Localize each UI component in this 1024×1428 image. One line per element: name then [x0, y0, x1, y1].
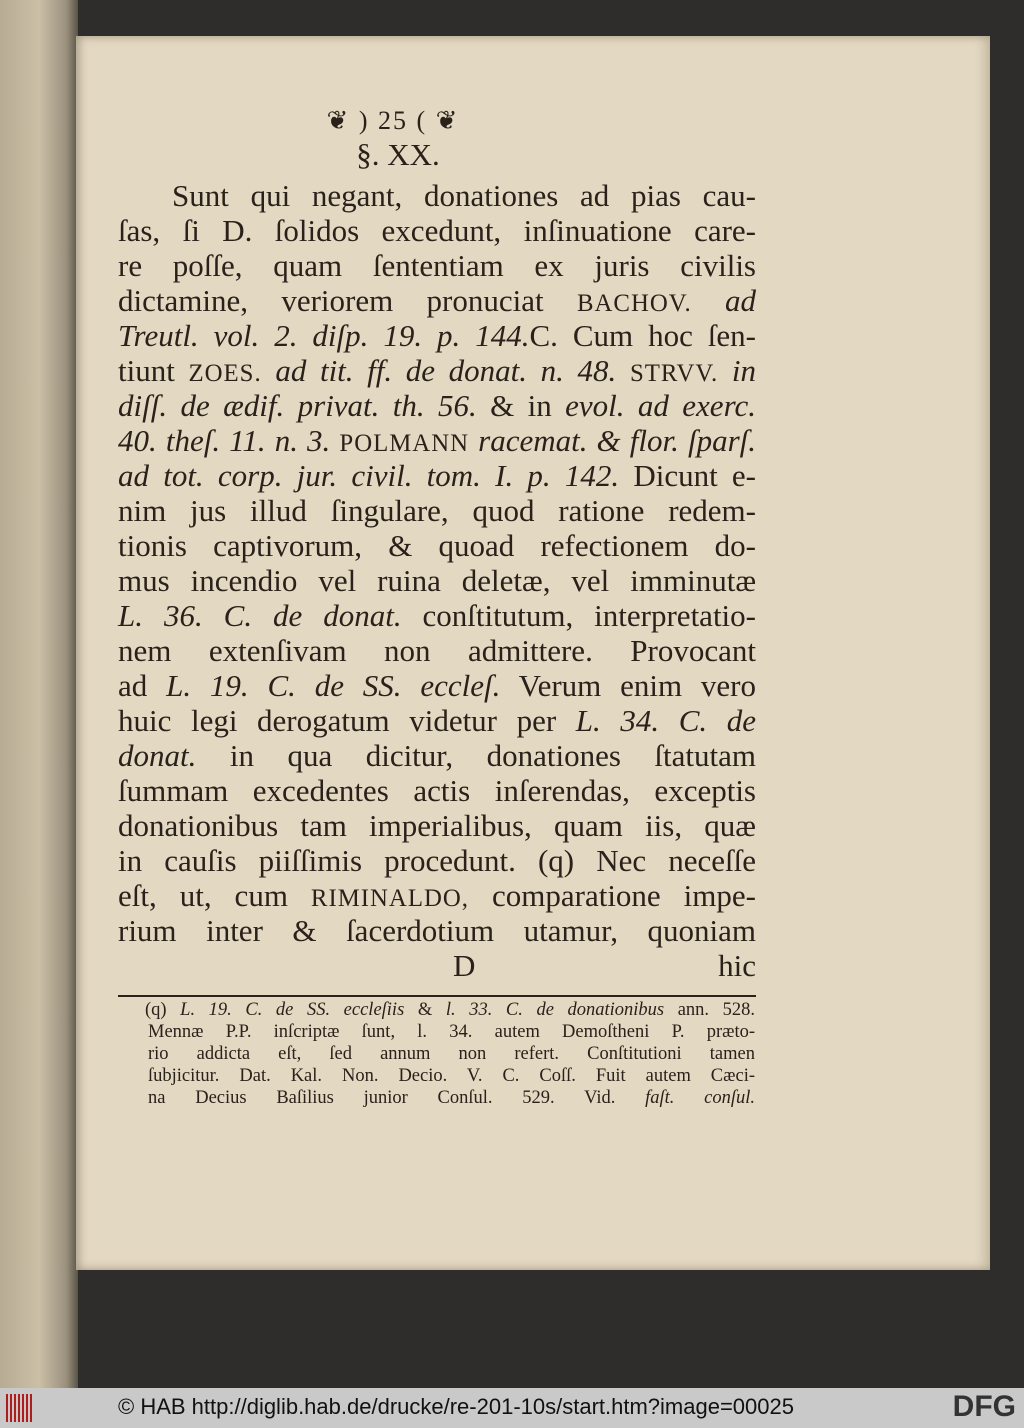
- text-segment: Mennæ P.P. inſcriptæ ſunt, l. 34. autem Demoſtheni P. præto-: [148, 1022, 755, 1042]
- body-line: [118, 283, 756, 318]
- text-segment: ann. 528.: [664, 1000, 756, 1020]
- body-line: [118, 563, 756, 598]
- text-segment: RIMINALDO,: [310, 885, 470, 912]
- text-segment: ad: [725, 283, 757, 318]
- text-segment: Sunt qui negant, donationes ad pias cau-: [172, 178, 756, 213]
- page-header-ornament: ❦ ) 25 ( ❦: [326, 106, 460, 135]
- adjacent-page-edge: [0, 0, 78, 1388]
- body-line: [118, 913, 756, 948]
- text-segment: eſt, ut, cum: [118, 878, 311, 913]
- body-line: [118, 668, 756, 703]
- text-segment: L. 36. C. de donat.: [118, 598, 402, 633]
- body-line: [118, 703, 756, 738]
- text-segment: L. 34. C. de: [575, 703, 756, 738]
- body-line: [118, 738, 756, 773]
- footnote-line: [148, 1021, 755, 1043]
- text-segment: na Decius Baſilius junior Conſul. 529. Vid.: [148, 1088, 646, 1108]
- text-segment: (q): [145, 1000, 181, 1020]
- footnote-rule: [118, 995, 756, 997]
- body-line: [118, 598, 756, 633]
- text-segment: ad tit. ff. de donat. n. 48.: [261, 353, 617, 388]
- footnote-line: [148, 1087, 755, 1109]
- text-segment: STRVV.: [629, 360, 719, 387]
- body-line: [118, 843, 756, 878]
- text-segment: in cauſis piiſſimis procedunt. (q) Nec neceſſe: [118, 843, 756, 878]
- text-segment: in: [718, 353, 757, 388]
- footnote-line: [148, 1043, 755, 1065]
- text-segment: tionis captivorum, & quoad refectionem do-: [118, 528, 756, 563]
- text-segment: donationibus tam imperialibus, quam iis, quæ: [118, 808, 756, 843]
- text-segment: diſſ. de ædif. privat. th. 56.: [118, 388, 477, 423]
- copyright-url[interactable]: © HAB http://diglib.hab.de/drucke/re-201-10s/start.htm?image=00025: [118, 1394, 794, 1419]
- text-segment: ad tot. corp. jur. civil. tom. I. p. 142.: [118, 458, 620, 493]
- text-segment: evol. ad exerc.: [565, 388, 756, 423]
- dfg-logo: DFG: [952, 1390, 1016, 1423]
- text-segment: POLMANN: [339, 430, 470, 457]
- text-segment: mus incendio vel ruina deletæ, vel imminutæ: [118, 563, 756, 598]
- text-segment: conſtitutum, interpretatio-: [401, 598, 756, 633]
- text-segment: re poſſe, quam ſententiam ex juris civilis: [118, 248, 756, 283]
- text-segment: Treutl. vol. 2. diſp. 19. p. 144.: [118, 318, 530, 353]
- text-segment: ſubjicitur. Dat. Kal. Non. Decio. V. C. Coſſ. Fuit autem Cæci-: [148, 1066, 755, 1086]
- text-segment: ad: [118, 668, 167, 703]
- body-line: [118, 353, 756, 388]
- footer-bar: [0, 1388, 1024, 1428]
- text-segment: ZOES.: [188, 360, 262, 387]
- main-text: [118, 178, 756, 983]
- text-segment: comparatione impe-: [469, 878, 756, 913]
- text-segment: & in: [476, 388, 566, 423]
- text-segment: &: [404, 1000, 446, 1020]
- text-segment: donat.: [118, 738, 197, 773]
- text-segment: nim jus illud ſingulare, quod ratione redem-: [118, 493, 756, 528]
- body-line: [118, 528, 756, 563]
- text-segment: BACHOV.: [576, 290, 692, 317]
- footnote-line: [145, 999, 755, 1021]
- body-line: [118, 213, 756, 248]
- text-segment: ſummam excedentes actis inſerendas, exceptis: [118, 773, 756, 808]
- body-line: [118, 633, 756, 668]
- body-line: [118, 318, 756, 353]
- body-line: [118, 248, 756, 283]
- text-segment: L. 19. C. de SS. eccleſiis: [180, 1000, 405, 1020]
- text-segment: C. Cum hoc ſen-: [529, 318, 757, 353]
- hab-logo-icon: [6, 1394, 34, 1422]
- body-line: [118, 178, 756, 213]
- body-line: [118, 423, 756, 458]
- catchword-line: [118, 948, 756, 983]
- text-segment: l. 33. C. de donationibus: [445, 1000, 665, 1020]
- catchword: hic: [718, 948, 756, 983]
- body-line: [118, 458, 756, 493]
- text-segment: faſt. conſul.: [645, 1088, 755, 1108]
- footnote: [145, 999, 756, 1109]
- text-segment: rium inter & ſacerdotium utamur, quoniam: [118, 913, 756, 948]
- text-segment: rio addicta eſt, ſed annum non refert. Conſtitutioni tamen: [148, 1044, 755, 1064]
- signature-mark: D: [453, 948, 476, 983]
- text-segment: [692, 283, 725, 318]
- text-segment: Dicunt e-: [619, 458, 756, 493]
- body-line: [118, 773, 756, 808]
- body-line: [118, 388, 756, 423]
- text-segment: L. 19. C. de SS. eccleſ.: [166, 668, 501, 703]
- section-heading: §. XX.: [356, 137, 440, 172]
- body-line: [118, 493, 756, 528]
- text-segment: dictamine, veriorem pronuciat: [118, 283, 577, 318]
- text-segment: [616, 353, 630, 388]
- footnote-line: [148, 1065, 755, 1087]
- text-segment: racemat. & flor. ſparſ.: [469, 423, 756, 458]
- body-line: [118, 878, 756, 913]
- text-segment: ſas, ſi D. ſolidos excedunt, inſinuatione care-: [118, 213, 756, 248]
- text-segment: Verum enim vero: [500, 668, 757, 703]
- text-segment: nem extenſivam non admittere. Provocant: [118, 633, 756, 668]
- text-segment: 40. theſ. 11. n. 3.: [118, 423, 331, 458]
- text-segment: tiunt: [118, 353, 189, 388]
- text-segment: huic legi derogatum videtur per: [118, 703, 576, 738]
- body-line: [118, 808, 756, 843]
- text-segment: in qua dicitur, donationes ſtatutam: [196, 738, 756, 773]
